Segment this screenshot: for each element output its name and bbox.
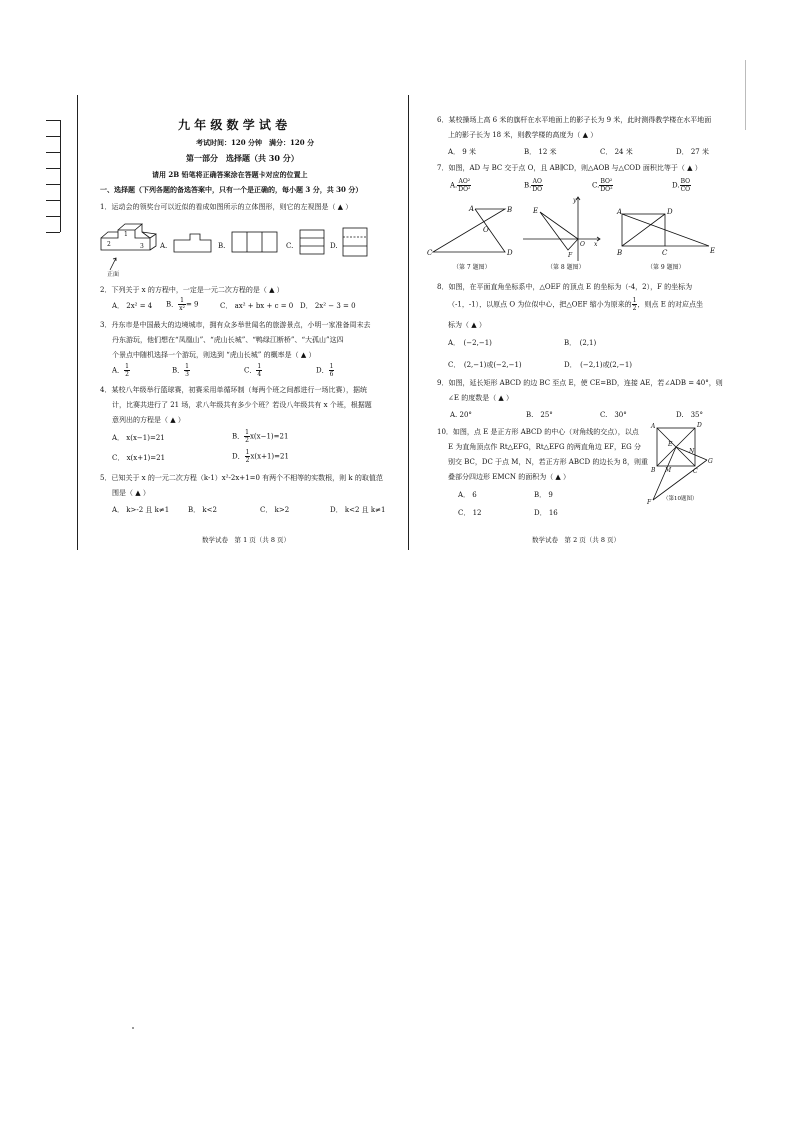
podium-solid-figure	[101, 224, 156, 270]
q9-line2: ∠E 的度数是（ ▲ ）	[448, 394, 514, 402]
q3-option-d: D． $\frac{1}{6}$	[316, 363, 334, 378]
q4-line1: 4．某校八年级举行篮球赛，初赛采用单循环制（每两个班之间都进行一场比赛），据统	[100, 386, 367, 394]
q10-option-a: A． 6	[458, 491, 477, 499]
svg-text:E: E	[533, 207, 539, 215]
q2-option-d: D． 2x² − 3 = 0	[300, 302, 356, 310]
svg-text:F: F	[568, 252, 573, 259]
figure-9-caption: （第 9 题图）	[647, 264, 685, 271]
q5-line1: 5．已知关于 x 的一元二次方程（k-1）x²-2x+1=0 有两个不相等的实数根，则 k 的取值范	[100, 474, 383, 482]
svg-text:B: B	[617, 249, 623, 257]
q10-line3: 别交 BC，DC 于点 M，N，若正方形 ABCD 的边长为 8，则重	[448, 458, 648, 466]
q6-option-c: C． 24 米	[600, 148, 633, 156]
q10-line4: 叠部分四边形 EMCN 的面积为（ ▲ ）	[448, 473, 571, 481]
left-margin-line	[77, 95, 78, 550]
q7-text: 7．如图，AD 与 BC 交于点 O，且 AB∥CD，则△AOB 与△COD 面积比等于（ ▲ ）	[437, 164, 702, 172]
svg-text:C: C	[662, 249, 668, 257]
q5-option-b: B． k<2	[188, 506, 217, 514]
svg-text:C: C	[693, 468, 698, 475]
q3-line2: 丹东游玩，他们想在“凤凰山”、“虎山长城”、“鸭绿江断桥”、“大孤山”这四	[112, 336, 344, 344]
exam-time-info: 考试时间：120 分钟 满分：120 分	[196, 138, 315, 147]
svg-text:D.: D.	[330, 242, 338, 250]
q8-option-b: B． (2,1)	[564, 339, 597, 347]
q1-figures	[98, 218, 373, 278]
figure-9	[616, 208, 715, 257]
svg-text:2: 2	[107, 241, 111, 248]
svg-text:D: D	[697, 422, 702, 429]
svg-text:C.: C.	[286, 242, 294, 250]
q1-option-c	[286, 230, 324, 254]
q3-line1: 3．丹东市是中国最大的边境城市，拥有众多举世闻名的旅游景点，小明一家准备周末去	[100, 321, 371, 329]
q5-option-d: D． k<2 且 k≠1	[330, 506, 386, 514]
q10-option-d: D． 16	[534, 509, 558, 517]
svg-text:E: E	[668, 441, 673, 448]
q2-option-a: A． 2x² = 4	[112, 302, 153, 310]
section-heading: 一、选择题（下列各题的备选答案中，只有一个是正确的，每小题 3 分，共 30 分）	[100, 185, 363, 194]
q9-line1: 9．如图，延长矩形 ABCD 的边 BC 至点 E，使 CE=BD，连接 AE，若∠ADB = 40°，则	[437, 379, 723, 387]
q3-option-c: C． $\frac{1}{4}$	[244, 363, 262, 378]
q8-line3: 标为（ ▲ ）	[448, 321, 486, 329]
q10-line1: 10．如图，点 E 是正方形 ABCD 的中心（对角线的交点），以点	[437, 428, 639, 436]
svg-text:A: A	[469, 205, 475, 213]
q8-option-d: D． (−2,1)或(2,−1)	[564, 361, 633, 369]
svg-text:A.: A.	[160, 242, 168, 250]
q7-option-a: A. $\frac{\text{AO²}}{\text{DO²}}$	[450, 178, 471, 193]
figure-10-caption: （第10题图）	[663, 496, 698, 502]
q4-option-d: D． $\frac{1}{2}$ x(x+1)=21	[232, 449, 289, 464]
q2-option-c: C． ax² + bx + c = 0	[220, 302, 294, 310]
svg-text:N: N	[689, 448, 695, 455]
q1-option-d	[330, 228, 367, 256]
q9-option-d: D. 35°	[676, 411, 703, 419]
svg-text:D: D	[507, 249, 513, 257]
svg-text:3: 3	[140, 243, 144, 250]
q7-option-d: D. $\frac{BO}{CO}$	[672, 178, 691, 193]
q8-line1: 8．如图，在平面直角坐标系中，△OEF 的顶点 E 的坐标为（-4，2），F 的坐标为	[437, 283, 693, 291]
svg-text:F: F	[647, 499, 652, 505]
q1-option-a	[159, 234, 211, 252]
svg-text:G: G	[708, 458, 713, 465]
svg-text:B: B	[651, 467, 656, 474]
q10-line2: E 为直角顶点作 Rt△EFG，Rt△EFG 的两直角边 EF，EG 分	[448, 443, 641, 451]
q2-text: 2．下列关于 x 的方程中，一定是一元二次方程的是（ ▲ ）	[100, 286, 284, 294]
figures-7-8-9	[425, 195, 725, 275]
q3-option-b: B． $\frac{1}{3}$	[172, 363, 189, 378]
svg-text:B: B	[507, 206, 513, 214]
q5-option-c: C． k>2	[260, 506, 290, 514]
q10-option-b: B． 9	[534, 491, 553, 499]
svg-text:A: A	[651, 423, 656, 430]
left-page-footer: 数学试卷 第 1 页（共 8 页）	[202, 536, 291, 544]
q6-option-d: D． 27 米	[676, 148, 709, 156]
q8-option-c: C． (2,−1)或(−2,−1)	[448, 361, 522, 369]
q9-option-b: B. 25°	[526, 411, 553, 419]
q9-option-c: C. 30°	[600, 411, 627, 419]
figure-7-caption: （第 7 题图）	[453, 264, 491, 271]
svg-text:O: O	[580, 241, 585, 248]
svg-text:x: x	[594, 241, 598, 248]
figure-8-caption: （第 8 题图）	[547, 264, 585, 271]
svg-text:D: D	[667, 208, 673, 216]
svg-text:O: O	[483, 226, 489, 234]
q1-front-label: 正面	[107, 271, 120, 278]
center-divider-line	[408, 95, 409, 550]
q4-option-a: A． x(x−1)=21	[112, 434, 165, 442]
q4-option-b: B． $\frac{1}{2}$ x(x−1)=21	[232, 429, 289, 444]
svg-text:B.: B.	[218, 242, 226, 250]
q8-option-a: A． (−2,−1)	[448, 339, 492, 347]
q6-line1: 6．某校操场上高 6 米的旗杆在水平地面上的影子长为 9 米，此时测得教学楼在水平地面	[437, 116, 712, 124]
svg-text:M: M	[665, 467, 672, 474]
q1-text: 1．运动会的领奖台可以近似的看成如图所示的立体图形，则它的左视图是（ ▲ ）	[100, 203, 353, 211]
q3-line3: 个景点中随机选择一个游玩，则选到 “虎山长城” 的概率是（ ▲ ）	[112, 351, 316, 359]
q7-option-b: B. $\frac{AO}{DO}$	[524, 178, 543, 193]
q10-option-c: C． 12	[458, 509, 482, 517]
q4-line3: 意列出的方程是（ ▲ ）	[112, 416, 185, 424]
q6-option-a: A． 9 米	[448, 148, 476, 156]
q8-line2: （-1，-1），以原点 O 为位似中心，把△OEF 缩小为原来的 $\frac{1}{2}$ ，则点 E 的对应点坐	[448, 297, 704, 312]
q4-option-c: C． x(x+1)=21	[112, 454, 166, 462]
q7-option-c: C. $\frac{\text{BO²}}{\text{DO²}}$	[592, 178, 613, 193]
q5-option-a: A． k>-2 且 k≠1	[112, 506, 170, 514]
q5-line2: 围是（ ▲ ）	[112, 489, 150, 497]
q1-option-b	[218, 232, 277, 252]
svg-text:y: y	[573, 197, 577, 204]
svg-text:1: 1	[124, 231, 128, 238]
q6-option-b: B． 12 米	[524, 148, 557, 156]
instruction: 请用 2B 铅笔将正确答案涂在答题卡对应的位置上	[152, 170, 308, 179]
q6-line2: 上的影子长为 18 米，则教学楼的高度为（ ▲ ）	[448, 131, 598, 139]
figure-8	[523, 197, 600, 261]
right-page-footer: 数学试卷 第 2 页（共 8 页）	[532, 536, 621, 544]
scan-dot	[132, 1027, 134, 1029]
svg-text:E: E	[710, 247, 716, 255]
figure-7	[427, 205, 513, 257]
q9-option-a: A. 20°	[450, 411, 472, 419]
q2-option-b: B． $\frac{1}{\text{x²}}$ = 9	[166, 297, 199, 312]
part-heading: 第一部分 选择题（共 30 分）	[186, 153, 299, 163]
svg-text:A: A	[617, 208, 623, 216]
figure-10	[645, 420, 720, 505]
exam-title: 九 年 级 数 学 试 卷	[178, 118, 288, 132]
right-edge-line	[745, 60, 746, 130]
svg-text:C: C	[427, 249, 433, 257]
q3-option-a: A． $\frac{1}{2}$	[112, 363, 129, 378]
q4-line2: 计，比赛共进行了 21 场，求八年级共有多少个班？若设八年级共有 x 个班，根据题	[112, 401, 372, 409]
